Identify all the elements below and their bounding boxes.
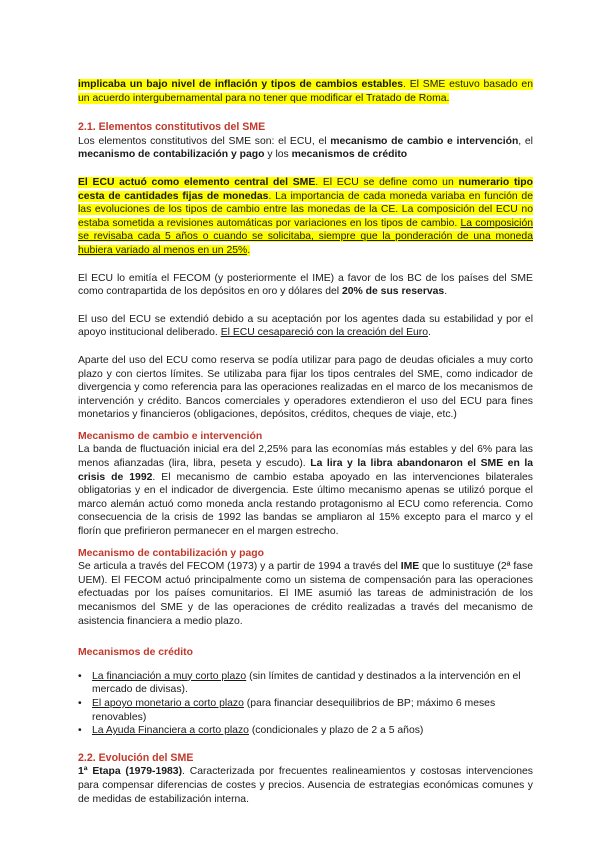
text-run: . [428,327,431,339]
elements-paragraph [78,135,533,162]
underline-run: La Ayuda Financiera a corto plazo [92,725,249,737]
list-item [78,670,533,697]
intro-tail: . El SME estuvo basado en un acuerdo intergubernamental para no tener que modificar el Tratado de Roma. [78,79,533,104]
etapa-paragraph [78,765,533,806]
list-item [78,724,533,738]
bold-run: mecanismo de cambio e intervención [330,135,519,147]
section-heading-2-2: 2.2. Evolución del SME [78,751,194,764]
mecanismo-cambio-paragraph [78,443,533,538]
bold-run: mecanismos de crédito [291,149,408,161]
highlight-run: . La importancia de cada moneda variaba en función de las evoluciones de los tipos de cambio entre las monedas de la CE. La composición del ECU no estaba sometida a revisiones automáticas por variaciones en los tipos de cambio. [78,190,533,229]
intro-paragraph [78,78,533,105]
bold-run: mecanismo de contabilización y pago [78,149,265,161]
text-run: Los elementos constitutivos del SME son: el ECU, el [78,135,331,147]
credit-list [78,670,533,738]
text-run: , el [518,135,533,147]
intro-highlight: implicaba un bajo nivel de inflación y tipos de cambios estables [78,79,404,90]
text-run: (condicionales y plazo de 2 a 5 años) [248,725,424,737]
ecu-paragraph [78,176,533,258]
text-run: y los [264,149,292,161]
text-run: (para financiar desequilibrios de BP; máximo 6 meses renovables) [92,697,496,723]
bold-highlight-run: numerario tipo cesta de cantidades fijas de monedas [78,176,534,202]
highlight-run: . [247,244,251,256]
bullet-icon: • [78,725,82,737]
underline-run: El ECU cesapareció con la creación del Euro [220,327,429,339]
text-run: Se articula a través del FECOM (1973) y a partir de 1994 a través del [78,561,401,573]
text-run: . [444,286,448,298]
text-run: La banda de fluctuación inicial era del 2,25% para las economías más estables y del 6% para las menos afianzadas (lira, libra, peseta y escudo). [78,444,533,470]
text-run: (sin límites de cantidad y destinados a la intervención en el mercado de divisas). [92,670,521,696]
underline-run: El apoyo monetario a corto plazo [92,697,244,709]
bullet-icon: • [78,697,82,709]
text-run: El uso del ECU se extendió debido a su aceptación por los agentes dada su estabilidad y por el apoyo institucional deliberado. [78,313,533,339]
text-run: El ECU lo emitía el FECOM (y posteriormente el IME) a favor de los BC de los países del SME como contrapartida de los depósitos en oro y dólares del [78,272,533,298]
contabilizacion-paragraph [78,560,533,628]
highlight-run: . El ECU se define como un [315,176,459,188]
bold-run: 1ª Etapa (1979-1983) [78,766,183,778]
underline-highlight-run: La composición se revisaba cada 5 años o cuando se solicitaba, siempre que la ponderación de una moneda hubiera variado al menos en un 25% [78,217,533,256]
underline-run: La financiación a muy corto plazo [92,670,247,682]
text-run: . Caracterizada por frecuentes realineamientos y costosas intervenciones para compensar diferencias de costes y precios. Ausencia de estrategias económicas comunes y de medidas de estabilización interna. [78,766,533,805]
list-item [78,697,533,724]
heading-mecanismo-cambio: Mecanismo de cambio e intervención [78,430,263,442]
bold-run: IME [400,561,420,573]
bold-highlight-run: El ECU actuó como elemento central del SME [78,176,316,188]
section-heading-2-1: 2.1. Elementos constitutivos del SME [78,121,266,134]
bold-run: 20% de sus reservas [341,286,445,298]
text-run: que lo sustituye (2ª fase UEM). El FECOM actuó principalmente como un sistema de compensación para las operaciones efectuadas por los países comunitarios. El IME asumió las tareas de administración de los mecanismos del SME y de las operaciones de crédito realizadas a través del mecanismo de asistencia financiera a medio plazo. [78,561,534,627]
document-page [78,78,533,806]
ecu-reserve-paragraph: Aparte del uso del ECU como reserva se podía utilizar para pago de deudas oficiales a muy corto plazo y con ciertos límites. Se utilizaba para fijar los tipos centrales del SME, como indicador de divergencia y como referencia para las operaciones realizadas en el marco de los mecanismos de intervención y crédito. Bancos comerciales y operadores extendieron el uso del ECU para fines monetarios y financieros (obligaciones, depósitos, créditos, cheques de viaje, etc.) [78,354,533,421]
heading-contabilizacion: Mecanismo de contabilización y pago [78,547,264,559]
fecom-paragraph [78,272,533,299]
bullet-icon: • [78,670,82,682]
heading-mecanismos-credito: Mecanismos de crédito [78,647,193,659]
text-run: . El mecanismo de cambio estaba apoyado en las intervenciones bilaterales obligatorias y en el indicador de divergencia. Este último mecanismo apenas se utilizó porque el marco alemán actuó como moneda ancla restando protagonismo al ECU como referencia. Como consecuencia de la crisis de 1992 las bandas se ampliaron al 15% excepto para el marco y el florín que prefirieron permanecer en el margen estrecho. [78,471,533,538]
bold-run: La lira y la libra abandonaron el SME en la crisis de 1992 [78,458,533,483]
ecu-use-paragraph [78,313,533,340]
